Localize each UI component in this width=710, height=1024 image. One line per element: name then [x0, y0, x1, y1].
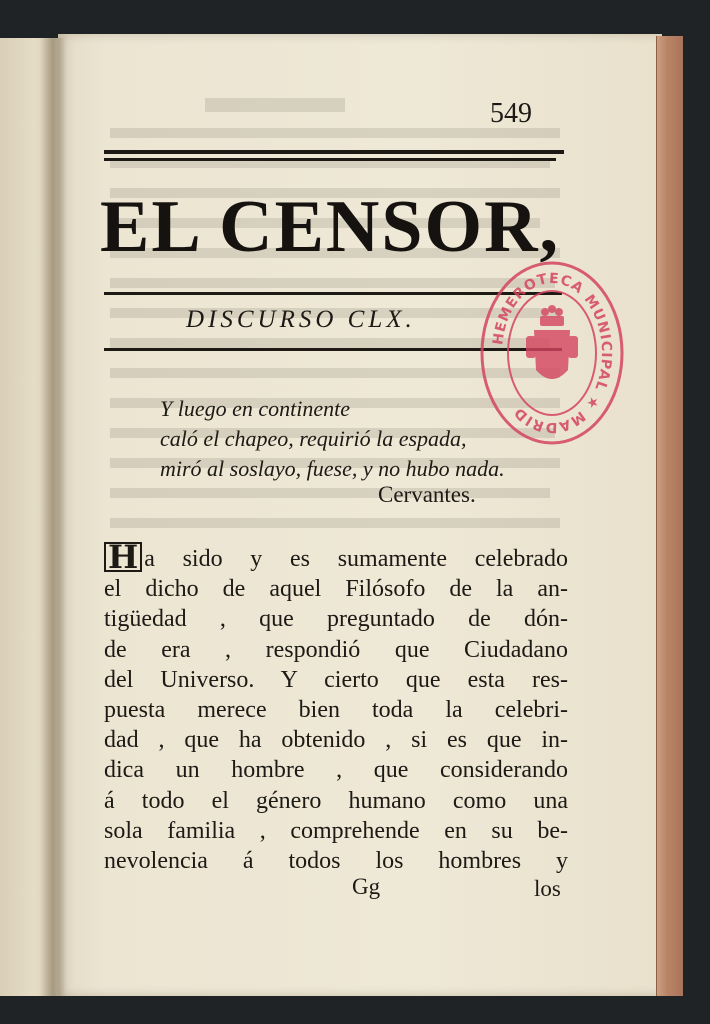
- body-line: tigüedad , que preguntado de dón-: [104, 606, 568, 633]
- body-line: sola familia , comprehende en su be-: [104, 817, 568, 844]
- body-line: nevolencia á todos los hombres y: [104, 848, 568, 875]
- body-line: dica un hombre , que considerando: [104, 757, 568, 784]
- epigraph-line-3: miró al soslayo, fuese, y no hubo nada.: [160, 456, 505, 481]
- discourse-heading: DISCURSO CLX.: [186, 306, 416, 333]
- svg-text:HEMEROTECA MUNICIPAL ★ MADRID: HEMEROTECA MUNICIPAL ★ MADRID: [490, 270, 615, 436]
- body-line: H a sido y es sumamente celebrado: [104, 542, 568, 574]
- body-line: dad , que ha obtenido , si es que in-: [104, 727, 568, 754]
- library-stamp: [478, 258, 626, 448]
- epigraph-author: Cervantes.: [378, 482, 476, 507]
- signature-mark: Gg: [352, 874, 381, 899]
- epigraph-line-1: Y luego en continente: [160, 396, 351, 421]
- drop-cap: H: [104, 542, 142, 572]
- body-line: el dicho de aquel Filósofo de la an-: [104, 576, 568, 603]
- body-line: á todo el género humano como una: [104, 787, 568, 814]
- header-rule: [104, 150, 564, 154]
- page-number: 549: [490, 98, 532, 129]
- catchword: los: [534, 876, 561, 901]
- body-line: de era , respondió que Ciudadano: [104, 636, 568, 663]
- book-gutter: [40, 38, 66, 996]
- page-block-edge: [656, 36, 683, 996]
- body-paragraph: [104, 538, 568, 876]
- epigraph-line-2: caló el chapeo, requirió la espada,: [160, 426, 467, 451]
- header-rule-thin: [104, 158, 556, 161]
- crest-icon: [526, 305, 578, 379]
- body-line: puesta merece bien toda la celebri-: [104, 697, 568, 724]
- body-line: del Universo. Y cierto que esta res-: [104, 666, 568, 693]
- journal-title: EL CENSOR,: [100, 186, 561, 268]
